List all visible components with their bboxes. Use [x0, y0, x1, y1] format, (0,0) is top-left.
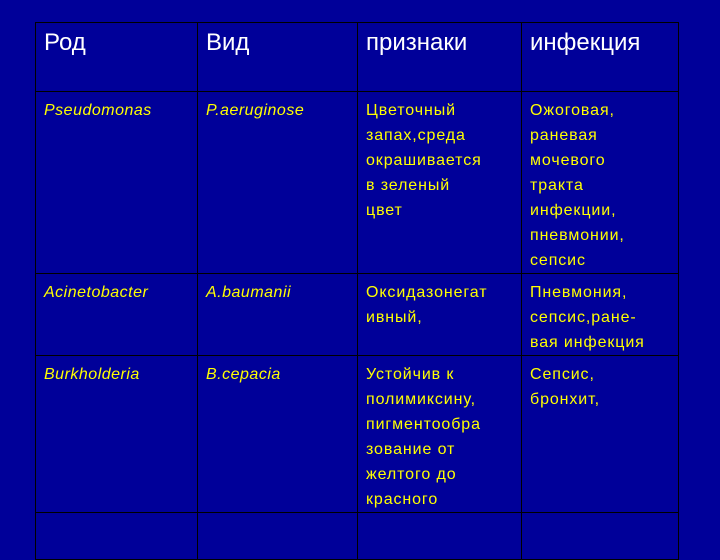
- signs-cell: Оксидазонегат ивный,: [358, 274, 522, 356]
- bacteria-table: [35, 22, 679, 560]
- genus-cell: Acinetobacter: [36, 274, 198, 356]
- table-row: [36, 92, 679, 274]
- table-row: [36, 274, 679, 356]
- empty-cell: [36, 513, 198, 560]
- infection-cell: Пневмония, сепсис,ране- вая инфекция: [522, 274, 679, 356]
- empty-cell: [198, 513, 358, 560]
- signs-cell: Цветочный запах,среда окрашивается в зеленый цвет: [358, 92, 522, 274]
- empty-cell: [522, 513, 679, 560]
- empty-cell: [358, 513, 522, 560]
- genus-cell: Pseudomonas: [36, 92, 198, 274]
- species-cell: A.baumanii: [198, 274, 358, 356]
- table-row-empty: [36, 513, 679, 560]
- species-cell: B.cepacia: [198, 356, 358, 513]
- table-header-row: [36, 23, 679, 92]
- infection-cell: Сепсис, бронхит,: [522, 356, 679, 513]
- genus-cell: Burkholderia: [36, 356, 198, 513]
- signs-cell: Устойчив к полимиксину, пигментообра зование от желтого до красного: [358, 356, 522, 513]
- infection-cell: Ожоговая, раневая мочевого тракта инфекции, пневмонии, сепсис: [522, 92, 679, 274]
- header-species: Вид: [198, 23, 358, 92]
- header-genus: Род: [36, 23, 198, 92]
- header-infection: инфекция: [522, 23, 679, 92]
- header-signs: признаки: [358, 23, 522, 92]
- species-cell: P.aeruginose: [198, 92, 358, 274]
- table-row: [36, 356, 679, 513]
